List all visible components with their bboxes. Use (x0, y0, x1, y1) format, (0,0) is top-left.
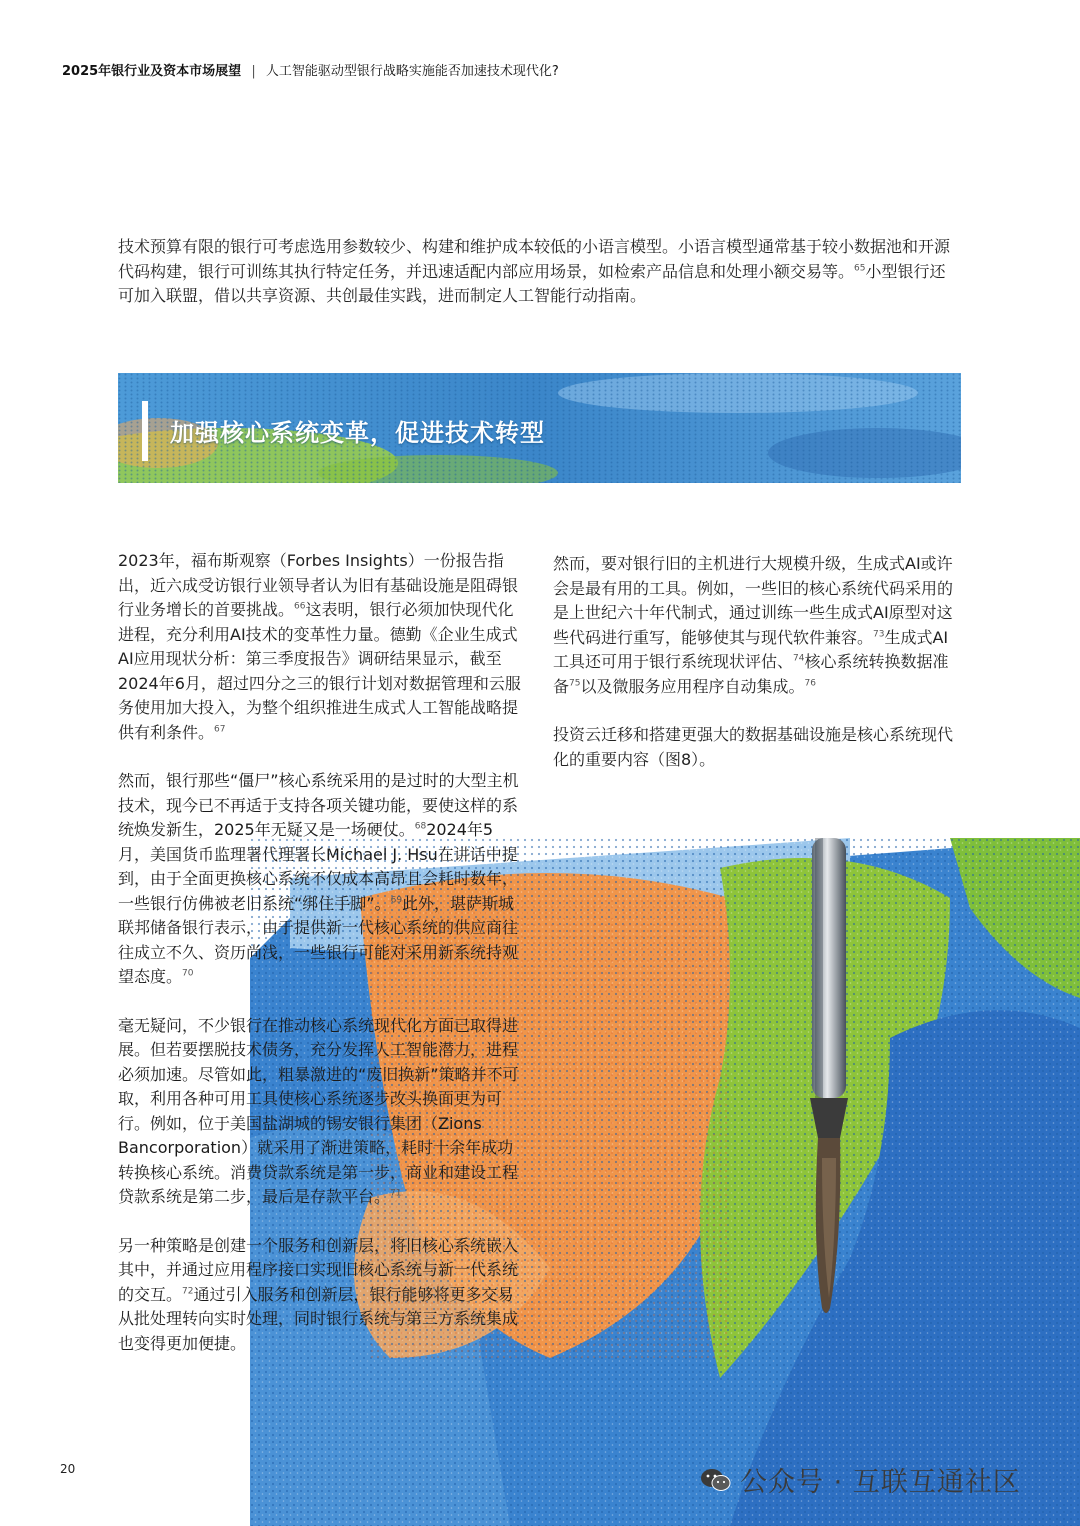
footnote-ref: 68 (414, 821, 427, 832)
banner-title: 加强核心系统变革，促进技术转型 (170, 419, 545, 447)
report-title: 2025年银行业及资本市场展望 (62, 64, 242, 79)
intro-paragraph (118, 235, 960, 309)
wechat-icon (700, 1467, 732, 1493)
intro-text: 小型银行还可加入联盟，借以共享资源、共创最佳实践，进而制定人工智能行动指南。 (118, 261, 946, 305)
paragraph: 投资云迁移和搭建更强大的数据基础设施是核心系统现代化的重要内容（图8）。 (553, 725, 954, 769)
left-column (118, 549, 523, 1356)
footnote-ref: 66 (294, 601, 306, 612)
paragraph: 毫无疑问，不少银行在推动核心系统现代化方面已取得进展。但若要摆脱技术债务，充分发挥人工智能潜力，进程必须加速。尽管如此，粗暴激进的“废旧换新”策略并不可取，利用各种可用工具使核心系统逐步改头换面更为可行。例如，位于美国盐湖城的锡安银行集团（Zions Bancorporation）就采用了渐进策略，耗时十余年成功转换核心系统。消费贷款系统是第一步，商业和建设工程贷款系统是第二步，最后是存款平台。$^{71}$ (118, 1015, 519, 1206)
intro-text: 技术预算有限的银行可考虑选用参数较少、构建和维护成本较低的小语言模型。小语言模型通常基于较小数据池和开源代码构建，银行可训练其执行特定任务，并迅速适配内部应用场景，如检索产品信息和处理小额交易等。 (118, 237, 951, 281)
footnote-ref: 65 (854, 263, 866, 274)
footnote-ref: 71 (390, 1188, 402, 1199)
paragraph: 2023年，福布斯观察（Forbes Insights）一份报告指出，近六成受访银行业领导者认为旧有基础设施是阻碍银行业务增长的首要挑战。$^{66}$这表明，银行必须加快现代化进程，充分利用AI技术的变革性力量。德勤《企业生成式AI应用现状分析：第三季度报告》调研结果显示，截至2024年6月，超过四分之三的银行计划对数据管理和云服务使用加大投入，为整个组织推进生成式人工智能战略提供有利条件。$^{67}$ (118, 551, 521, 742)
watermark-text: 公众号 · 互联互通社区 (740, 1467, 1021, 1498)
section-title: 人工智能驱动型银行战略实施能否加速技术现代化? (265, 64, 559, 79)
footnote-ref: 73 (873, 629, 885, 640)
footnote-ref: 70 (182, 968, 194, 979)
running-header (62, 60, 559, 79)
footnote-ref: 69 (390, 895, 403, 906)
footnote-ref: 67 (214, 724, 226, 735)
footnote-ref: 75 (569, 678, 581, 689)
section-banner (118, 373, 961, 483)
footnote-ref: 76 (804, 678, 816, 689)
banner-accent-bar (142, 401, 148, 461)
footnote-ref: 72 (182, 1286, 194, 1297)
paragraph: 然而，要对银行旧的主机进行大规模升级，生成式AI或许会是最有用的工具。例如，一些旧的核心系统代码采用的是上世纪六十年代制式，通过训练一些生成式AI原型对这些代码进行重写，能够使其与现代软件兼容。$^{73}$生成式AI工具还可用于银行系统现状评估、$^{74}$核心系统转换数据准备$^{75}$以及微服务应用程序自动集成。$^{76}$ (553, 554, 954, 696)
right-column (553, 552, 963, 772)
page-number: 20 (60, 1462, 76, 1476)
header-separator: | (251, 64, 256, 79)
watermark (700, 1460, 1021, 1499)
footnote-ref: 74 (793, 653, 805, 664)
paragraph: 另一种策略是创建一个服务和创新层，将旧核心系统嵌入其中，并通过应用程序接口实现旧核心系统与新一代系统的交互。$^{72}$通过引入服务和创新层，银行能够将更多交易从批处理转向实时处理，同时银行系统与第三方系统集成也变得更加便捷。 (118, 1235, 519, 1353)
paragraph: 然而，银行那些“僵尸”核心系统采用的是过时的大型主机技术，现今已不再适于支持各项关键功能，要使这样的系统焕发新生，2025年无疑又是一场硬仗。$^{68}$2024年5月，美国货币监理署代理署长Michael J. Hsu在讲话中提到，由于全面更换核心系统不仅成本高昂且会耗时数年，一些银行仿佛被老旧系统“绑住手脚”。$^{69}$此外，堪萨斯城联邦储备银行表示，由于提供新一代核心系统的供应商往往成立不久、资历尚浅，一些银行可能对采用新系统持观望态度。$^{70}$ (118, 771, 519, 986)
